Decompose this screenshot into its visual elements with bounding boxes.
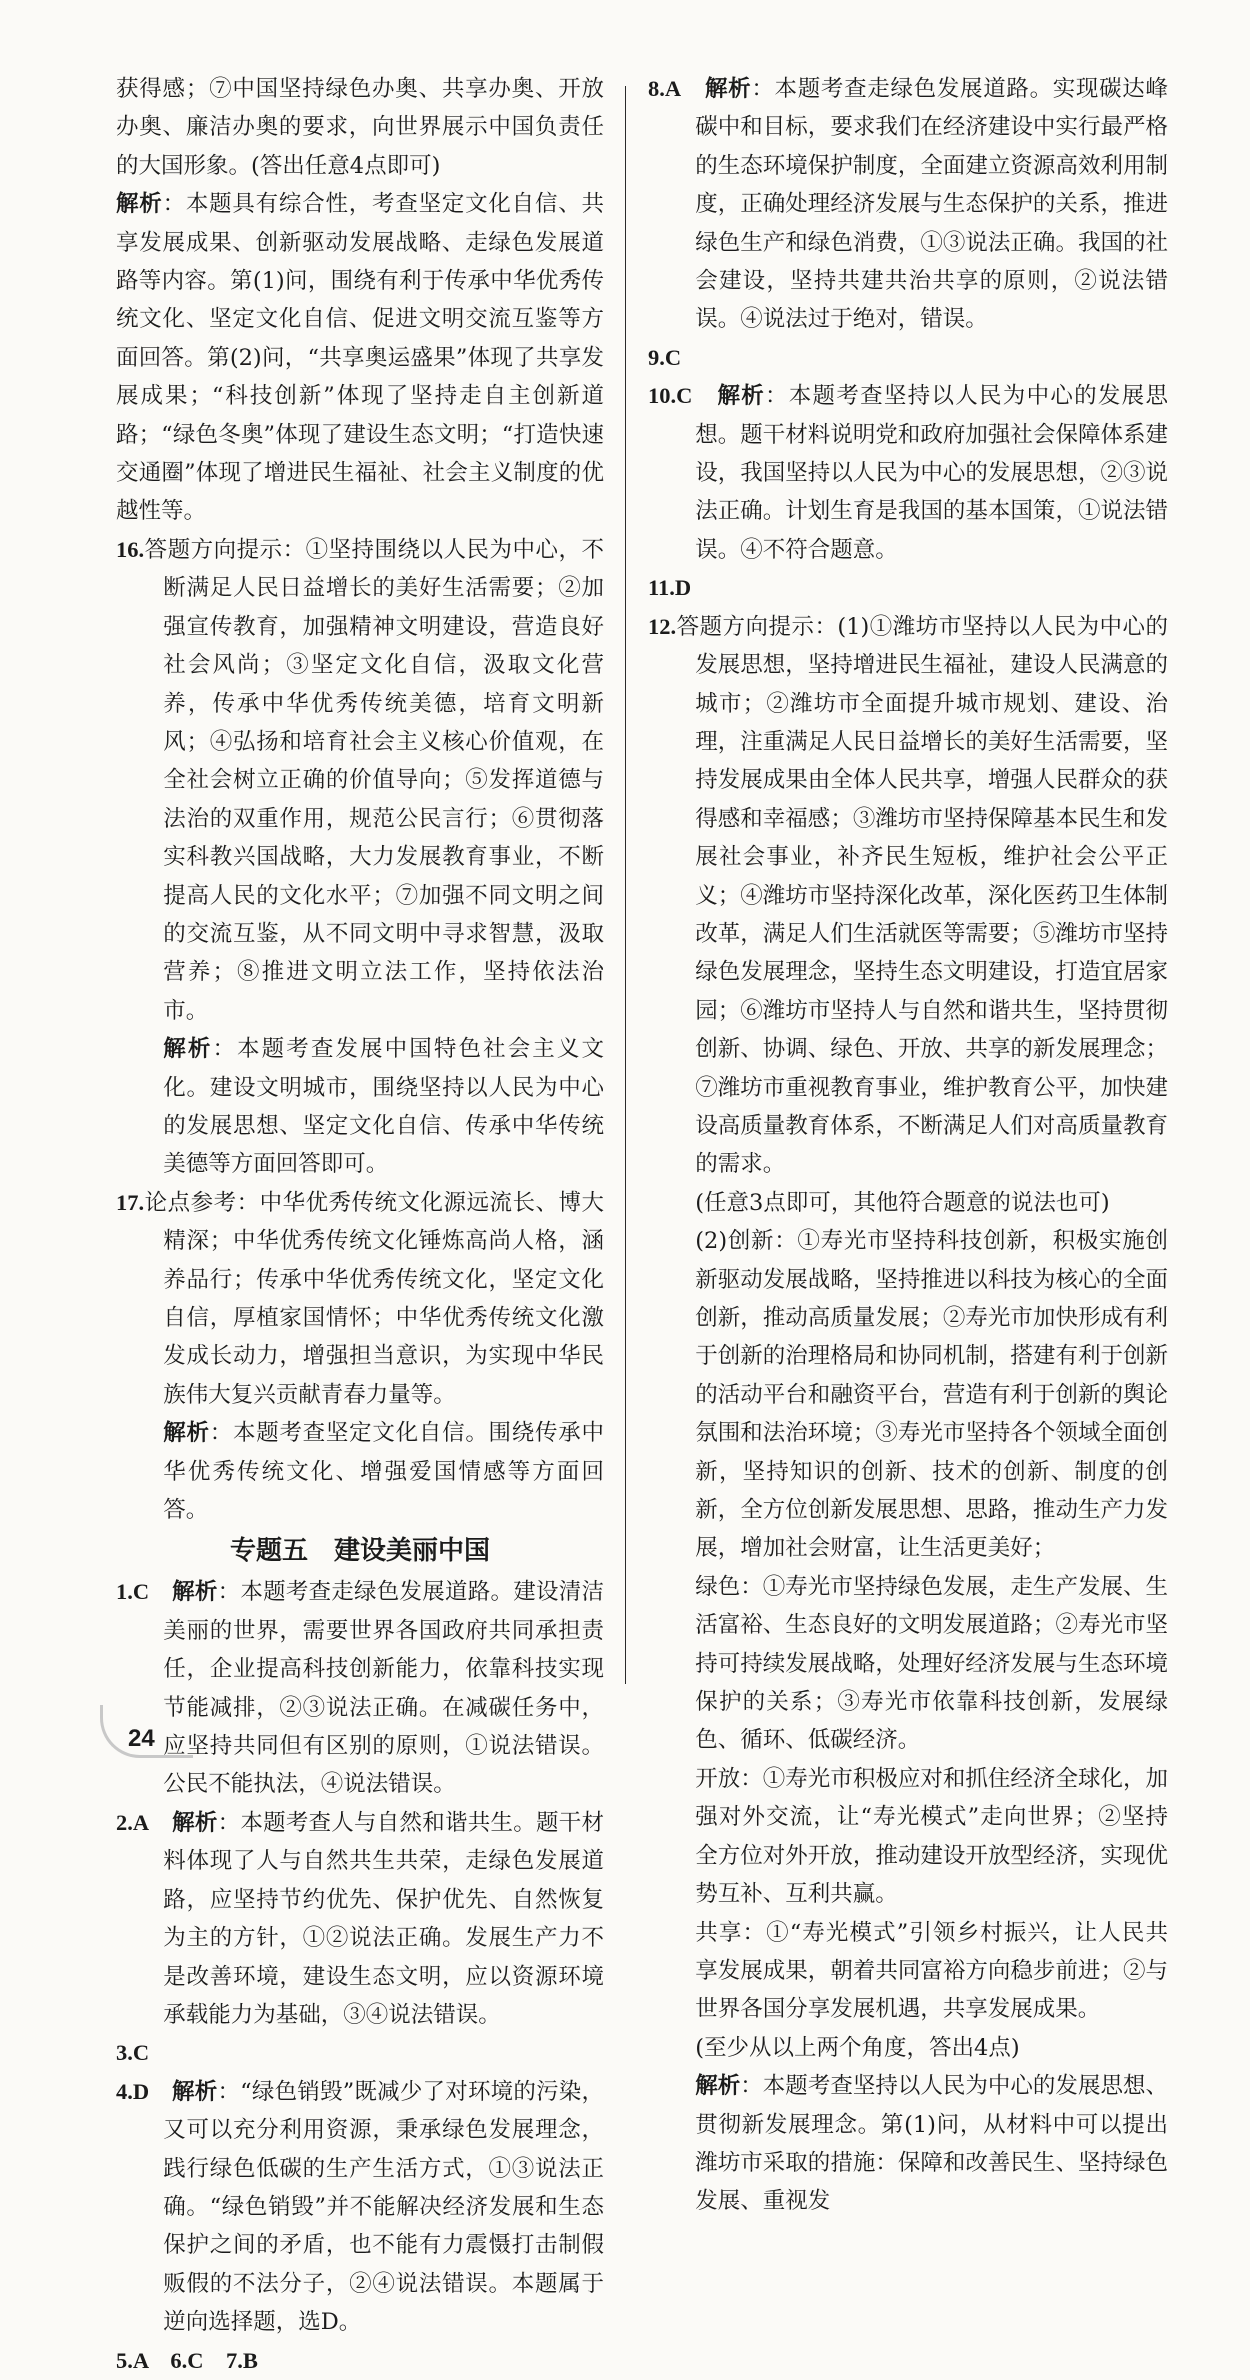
question-10 — [648, 377, 1168, 569]
s5-questions-5-7: 5.A 6.C 7.B — [116, 2347, 258, 2373]
question-12-note-1: (任意3点即可，其他符合题意的说法也可) — [695, 1189, 1110, 1216]
left-column — [116, 70, 604, 2380]
question-17 — [116, 1184, 604, 1414]
question-12-part-2-share: 共享：①“寿光模式”引领乡村振兴，让人民共享发展成果，朝着共同富裕方向稳步前进；②与世界各国分享发展机遇，共享发展成果。 — [695, 1919, 1168, 2023]
question-number: 16. — [116, 536, 145, 562]
analysis-text: ：本题考查走绿色发展道路。实现碳达峰碳中和目标，要求我们在经济建设中实行最严格的生态环境保护制度，全面建立资源高效利用制度，正确处理经济发展与生态保护的关系，推进绿色生产和绿色消费，①③说法正确。我国的社会建设，坚持共建共治共享的原则，②说法错误。④说法过于绝对，错误。 — [695, 76, 1168, 333]
answer-choice: C — [676, 383, 693, 409]
right-column — [648, 70, 1168, 2221]
analysis-text: ：本题考查坚持以人民为中心的发展思想。题干材料说明党和政府加强社会保障体系建设，我国坚持以人民为中心的发展思想，②③说法正确。计划生育是我国的基本国策，①说法错误。④不符合题意。 — [695, 383, 1168, 563]
analysis-text: ：本题考查人与自然和谐共生。题干材料体现了人与自然共生共荣，走绿色发展道路，应坚持节约优先、保护优先、自然恢复为主的方针，①②说法正确。发展生产力不是改善环境，建设生态文明，应以资源环境承载能力为基础，③④说法错误。 — [163, 1809, 604, 2028]
question-12-note-2: (至少从以上两个角度，答出4点) — [695, 2034, 1020, 2061]
answer-text: 论点参考：中华优秀传统文化源远流长、博大精深；中华优秀传统文化锤炼高尚人格，涵养品行；传承中华优秀传统文化，坚定文化自信，厚植家国情怀；中华优秀传统文化激发成长动力，增强担当意识，为实现中华民族伟大复兴贡献青春力量等。 — [144, 1189, 604, 1408]
question-8 — [648, 70, 1168, 339]
s5-question-2 — [116, 1804, 604, 2034]
s5-question-3 — [116, 2034, 604, 2072]
analysis-label: 解析 — [172, 2078, 218, 2105]
analysis-text: ：本题考查走绿色发展道路。建设清洁美丽的世界，需要世界各国政府共同承担责任，企业提高科技创新能力，依靠科技实现节能减排，②③说法正确。在减碳任务中，应坚持共同但有区别的原则，①说法错误。公民不能执法，④说法错误。 — [163, 1579, 604, 1798]
analysis-text: ：本题考查发展中国特色社会主义文化。建设文明城市，围绕坚持以人民为中心的发展思想、坚定文化自信、传承中华传统美德等方面回答即可。 — [163, 1036, 604, 1178]
question-12 — [648, 608, 1168, 1184]
question-12-analysis — [648, 2067, 1168, 2221]
answer-choice: D — [132, 2078, 150, 2104]
s5-question-1 — [116, 1573, 604, 1803]
question-16-analysis — [116, 1030, 604, 1184]
answer-text: 答题方向提示：①坚持围绕以人民为中心，不断满足人民日益增长的美好生活需要；②加强宣传教育，加强精神文明建设，营造良好社会风尚；③坚定文化自信，汲取文化营养，传承中华优秀传统美德，培育文明新风；④弘扬和培育社会主义核心价值观，在全社会树立正确的价值导向；⑤发挥道德与法治的双重作用，规范公民言行；⑥贯彻落实科教兴国战略，大力发展教育事业，不断提高人民的文化水平；⑦加强不同文明之间的交流互鉴，从不同文明中寻求智慧，汲取营养；⑧推进文明立法工作，坚持依法治市。 — [144, 536, 604, 1024]
column-divider — [625, 86, 626, 1684]
answer-text: 答题方向提示：(1)①潍坊市坚持以人民为中心的发展思想，坚持增进民生福祉，建设人民满意的城市；②潍坊市全面提升城市规划、建设、治理，注重满足人民日益增长的美好生活需要，坚持发展成果由全体人民共享，增强人民群众的获得感和幸福感；③潍坊市坚持保障基本民生和发展社会事业，补齐民生短板，维护社会公平正义；④潍坊市坚持深化改革，深化医药卫生体制改革，满足人们生活就医等需要；⑤潍坊市坚持绿色发展理念，坚持生态文明建设，打造宜居家园；⑥潍坊市坚持人与自然和谐共生，坚持贯彻创新、协调、绿色、开放、共享的新发展理念；⑦潍坊市重视教育事业，维护教育公平，加快建设高质量教育体系，不断满足人们对高质量教育的需求。 — [676, 613, 1168, 1178]
s5-question-4 — [116, 2073, 604, 2342]
answer-choice: C — [132, 1579, 150, 1605]
question-number: 12. — [648, 613, 677, 639]
answer-choice: A — [664, 76, 682, 101]
question-11: 11.D — [648, 575, 692, 601]
analysis-label: 解析 — [163, 1036, 213, 1063]
question-12-part-2-open: 开放：①寿光市积极应对和抓住经济全球化，加强对外交流，让“寿光模式”走向世界；②坚持全方位对外开放，推动建设开放型经济，实现优势互补、互利共赢。 — [695, 1765, 1168, 1908]
question-9: 9.C — [648, 344, 682, 370]
question-number: 3. — [116, 2040, 133, 2066]
analysis-text: ：本题考查坚定文化自信。围绕传承中华优秀传统文化、增强爱国情感等方面回答。 — [163, 1420, 604, 1524]
question-number: 17. — [116, 1189, 145, 1215]
answer-choice: A — [132, 1809, 150, 1835]
analysis-label: 解析 — [116, 191, 163, 218]
analysis-text: ：“绿色销毁”既减少了对环境的污染，又可以充分利用资源，秉承绿色发展理念，践行绿色低碳的生产生活方式，①③说法正确。“绿色销毁”并不能解决经济发展和生态保护之间的矛盾，也不能有力震慑打击制假贩假的不法分子，②④说法错误。本题属于逆向选择题，选D。 — [163, 2078, 604, 2336]
question-17-analysis — [116, 1414, 604, 1529]
question-number: 1. — [116, 1579, 133, 1605]
section-title: 专题五 建设美丽中国 — [229, 1536, 490, 1567]
analysis-text: ：本题考查坚持以人民为中心的发展思想、贯彻新发展理念。第(1)问，从材料中可以提出潍坊市采取的措施：保障和改善民生、坚持绿色发展、重视发 — [695, 2073, 1168, 2215]
answer-choice: C — [132, 2040, 150, 2066]
analysis-label: 解析 — [163, 1420, 210, 1447]
analysis-label: 解析 — [172, 1579, 218, 1606]
question-number: 2. — [116, 1809, 133, 1835]
continued-answer: 获得感；⑦中国坚持绿色办奥、共享办奥、开放办奥、廉洁办奥的要求，向世界展示中国负责任的大国形象。(答出任意4点即可) — [116, 76, 604, 179]
continued-analysis — [116, 185, 604, 531]
question-number: 4. — [116, 2078, 133, 2104]
question-12-part-2-innovation: (2)创新：①寿光市坚持科技创新，积极实施创新驱动发展战略，坚持推进以科技为核心的全面创新，推动高质量发展；②寿光市加快形成有利于创新的治理格局和协同机制，搭建有利于创新的活动平台和融资平台，营造有利于创新的舆论氛围和法治环境；③寿光市坚持各个领域全面创新，坚持知识的创新、技术的创新、制度的创新，全方位创新发展思想、思路，推动生产力发展，增加社会财富，让生活更美好； — [695, 1228, 1168, 1562]
question-12-part-2-green: 绿色：①寿光市坚持绿色发展，走生产发展、生活富裕、生态良好的文明发展道路；②寿光市坚持可持续发展战略，处理好经济发展与生态环境保护的关系；③寿光市依靠科技创新，发展绿色、循环、低碳经济。 — [695, 1573, 1168, 1754]
question-number: 8. — [648, 76, 665, 101]
question-16 — [116, 531, 604, 1030]
analysis-label: 解析 — [172, 1809, 218, 1836]
question-number: 10. — [648, 383, 677, 409]
analysis-label: 解析 — [717, 383, 765, 410]
page-number: 24 — [128, 1725, 155, 1752]
analysis-label: 解析 — [695, 2073, 741, 2100]
analysis-label: 解析 — [705, 76, 752, 102]
analysis-text: ：本题具有综合性，考查坚定文化自信、共享发展成果、创新驱动发展战略、走绿色发展道路等内容。第(1)问，围绕有利于传承中华优秀传统文化、坚定文化自信、促进文明交流互鉴等方面回答。第(2)问，“共享奥运盛果”体现了共享发展成果；“科技创新”体现了坚持走自主创新道路；“绿色冬奥”体现了建设生态文明；“打造快速交通圈”体现了增进民生福祉、社会主义制度的优越性等。 — [116, 191, 604, 525]
